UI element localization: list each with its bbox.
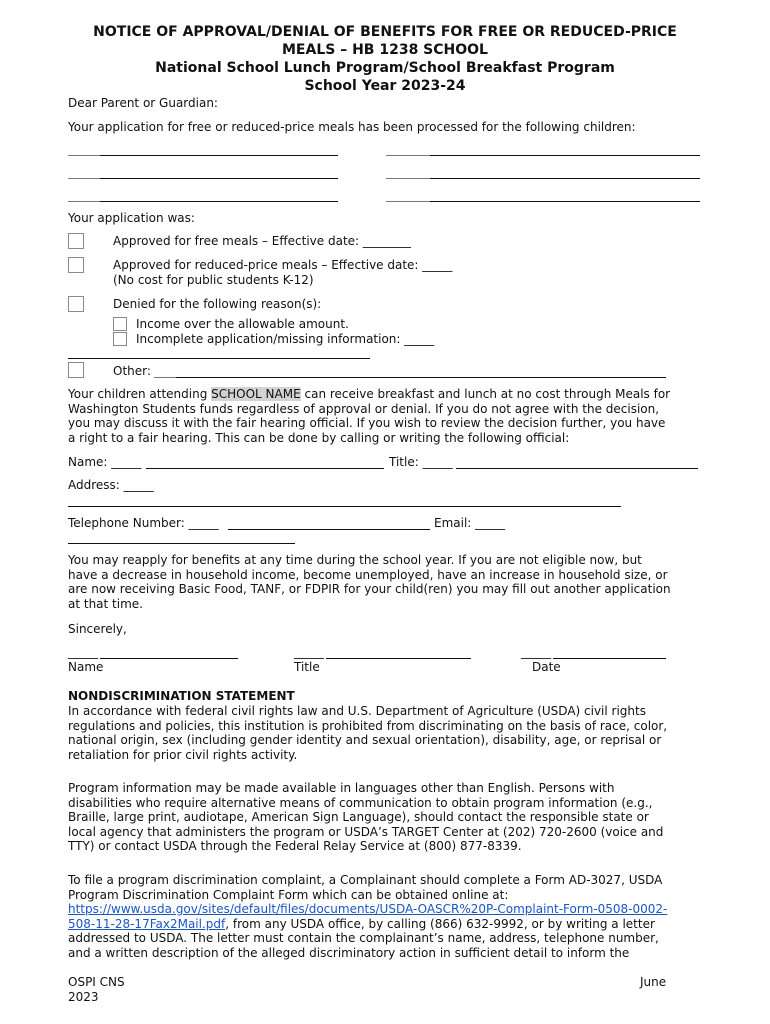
meals-line-3: you may discuss it with the fair hearing official. If you wish to review the decision further, you have xyxy=(68,416,666,431)
incomplete-checkbox[interactable] xyxy=(113,332,127,346)
application-was-label: Your application was: xyxy=(68,211,195,225)
nd-p1-line-1: In accordance with federal civil rights law and U.S. Department of Agriculture (USDA) civil rights xyxy=(68,704,646,718)
footer-org xyxy=(68,975,125,1004)
complaint-form-link-continued[interactable]: 508-11-28-17Fax2Mail.pdf xyxy=(68,916,226,931)
footer-month: June xyxy=(640,975,667,989)
denied-checkbox[interactable] xyxy=(68,296,84,312)
nd-p1-line-4: retaliation for prior civil rights activity. xyxy=(68,747,298,762)
other-checkbox[interactable] xyxy=(68,362,84,378)
income-checkbox[interactable] xyxy=(113,317,127,331)
reapply-line-2: have a decrease in household income, become unemployed, have an increase in household size, or xyxy=(68,567,668,582)
nd-p3-line-4-text: , from any USDA office, by calling (866) 632-9992, or by writing a letter xyxy=(225,916,655,931)
intro-text: Your application for free or reduced-price meals has been processed for the following children: xyxy=(68,120,636,134)
phone-field[interactable] xyxy=(228,529,430,530)
child-name-line-4 xyxy=(430,178,700,179)
nd-p3-line-1: To file a program discrimination complaint, a Complainant should complete a Form AD-3027, USDA xyxy=(68,873,663,887)
signature-title-label: Title xyxy=(294,660,320,674)
email-label: Email: _____ xyxy=(434,516,506,530)
separator-line xyxy=(68,358,370,359)
meals-line-1 xyxy=(68,387,708,402)
address-label: Address: _____ xyxy=(68,478,154,492)
nd-p2-line-1: Program information may be made available in languages other than English. Persons with xyxy=(68,781,615,795)
child-name-line-6 xyxy=(430,201,700,202)
nondiscrimination-heading: NONDISCRIMINATION STATEMENT xyxy=(68,689,295,703)
nd-p3-line-2: Program Discrimination Complaint Form which can be obtained online at: xyxy=(68,887,509,902)
nd-p3-line-5: addressed to USDA. The letter must contain the complainant’s name, address, telephone number, xyxy=(68,931,659,946)
nondiscrimination-paragraph-2 xyxy=(68,781,708,854)
nd-p2-line-3: Braille, large print, audiotape, American Sign Language), should contact the responsible state or xyxy=(68,810,649,825)
no-cost-note: (No cost for public students K-12) xyxy=(113,273,314,287)
title-line-2: MEALS – HB 1238 SCHOOL xyxy=(282,42,488,58)
school-name-field[interactable]: SCHOOL NAME xyxy=(211,387,301,401)
signature-name-label: Name xyxy=(68,660,104,674)
child-name-line-2 xyxy=(430,155,700,156)
title-line-4: School Year 2023-24 xyxy=(304,78,466,94)
footer-org-line-2: 2023 xyxy=(68,989,99,1004)
nd-p2-line-5: TTY) or contact USDA through the Federal Relay Service at (800) 877-8339. xyxy=(68,839,522,854)
document-title xyxy=(40,23,730,95)
child-name-field-4[interactable] xyxy=(386,178,430,179)
reapply-line-3: are now receiving Basic Food, TANF, or FDPIR for your child(ren) you may fill out another application xyxy=(68,582,671,597)
signature-name-line[interactable] xyxy=(100,658,238,659)
complaint-form-link[interactable]: https://www.usda.gov/sites/default/files/documents/USDA-OASCR%20P-Complaint-Form-0508-0002- xyxy=(68,902,668,917)
nondiscrimination-paragraph-1 xyxy=(68,704,708,762)
reapply-paragraph xyxy=(68,553,708,611)
meals-text-before: Your children attending xyxy=(68,387,212,401)
signature-name-blank: _____ xyxy=(68,645,98,659)
child-name-line-3 xyxy=(100,178,338,179)
footer-org-line-1: OSPI CNS xyxy=(68,975,125,989)
child-name-field-5[interactable] xyxy=(68,201,100,202)
signature-date-blank: _____ xyxy=(521,645,551,659)
name-label: Name: _____ xyxy=(68,455,142,469)
phone-label: Telephone Number: _____ xyxy=(68,516,219,530)
greeting: Dear Parent or Guardian: xyxy=(68,96,218,110)
signature-title-line[interactable] xyxy=(326,658,471,659)
other-label: Other: xyxy=(113,364,151,378)
nd-p1-line-2: regulations and policies, this institution is prohibited from discriminating on the basis of race, color, xyxy=(68,718,668,733)
title-line-1: NOTICE OF APPROVAL/DENIAL OF BENEFITS FOR FREE OR REDUCED-PRICE xyxy=(93,24,677,40)
signature-date-label: Date xyxy=(532,660,561,674)
email-field[interactable] xyxy=(68,543,295,544)
title-line-3: National School Lunch Program/School Breakfast Program xyxy=(155,60,615,76)
other-line xyxy=(176,377,666,378)
meals-paragraph xyxy=(68,387,708,445)
incomplete-label: Incomplete application/missing information: _____ xyxy=(136,332,435,346)
child-name-field-1[interactable] xyxy=(68,155,100,156)
closing-text: Sincerely, xyxy=(68,622,127,636)
denied-label: Denied for the following reason(s): xyxy=(113,297,322,311)
approved-free-checkbox[interactable] xyxy=(68,233,84,249)
name-field[interactable] xyxy=(146,468,384,469)
child-name-field-3[interactable] xyxy=(68,178,100,179)
nd-p2-line-4: local agency that administers the program or USDA’s TARGET Center at (202) 720-2600 (voice and xyxy=(68,824,664,839)
meals-line-2: Washington Students funds regardless of approval or denial. If you do not agree with the decision, xyxy=(68,401,660,416)
reapply-line-4: at that time. xyxy=(68,596,143,611)
nondiscrimination-paragraph-3 xyxy=(68,873,708,961)
other-field[interactable] xyxy=(154,377,176,378)
child-name-field-6[interactable] xyxy=(386,201,430,202)
nd-p3-line-4 xyxy=(68,917,708,932)
approved-reduced-label: Approved for reduced-price meals – Effective date: _____ xyxy=(113,258,453,272)
reapply-line-1: You may reapply for benefits at any time during the school year. If you are not eligible now, but xyxy=(68,553,642,567)
meals-text-after: can receive breakfast and lunch at no cost through Meals for xyxy=(300,387,671,401)
signature-title-blank: _____ xyxy=(294,645,324,659)
address-field[interactable] xyxy=(68,506,621,507)
child-name-field-2[interactable] xyxy=(386,155,430,156)
title-label: Title: _____ xyxy=(389,455,453,469)
child-name-line-1 xyxy=(100,155,338,156)
title-field[interactable] xyxy=(456,468,698,469)
nd-p3-line-6: and a written description of the alleged discriminatory action in sufficient detail to inform the xyxy=(68,945,630,960)
income-label: Income over the allowable amount. xyxy=(136,317,349,331)
child-name-line-5 xyxy=(100,201,338,202)
approved-free-label: Approved for free meals – Effective date: ________ xyxy=(113,234,411,248)
nd-p1-line-3: national origin, sex (including gender identity and sexual orientation), disability, age, or reprisal or xyxy=(68,733,662,748)
approved-reduced-checkbox[interactable] xyxy=(68,257,84,273)
meals-line-4: a right to a fair hearing. This can be done by calling or writing the following official: xyxy=(68,430,570,445)
nd-p2-line-2: disabilities who require alternative means of communication to obtain program information (e.g., xyxy=(68,795,653,810)
signature-date-line[interactable] xyxy=(553,658,666,659)
